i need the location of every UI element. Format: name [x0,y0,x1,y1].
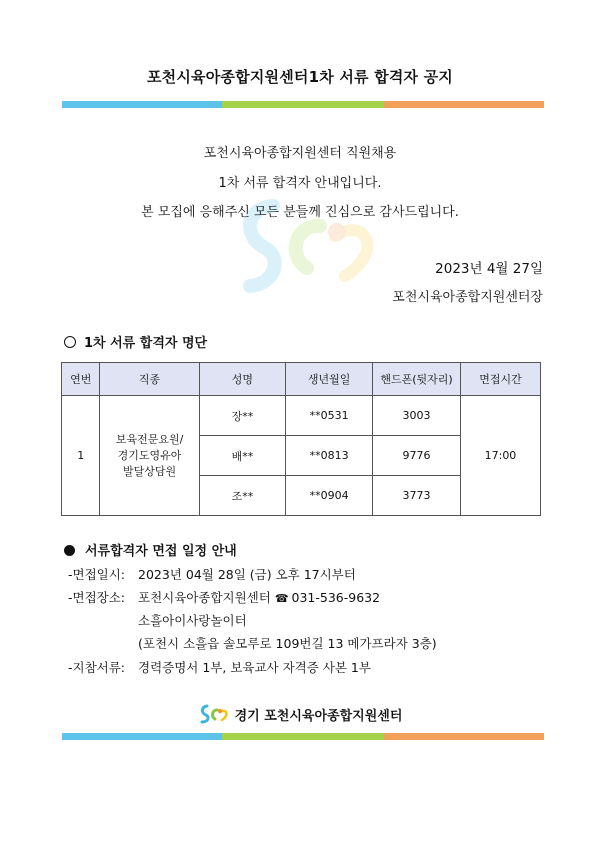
required-docs-row [68,658,371,676]
bar-segment-green [222,733,384,740]
cell-phone: 9776 [373,436,461,476]
interview-place-line2-text: 소흘아이사랑놀이터 [138,613,247,628]
section-heading-interview [64,540,237,559]
header-birth: 생년월일 [286,363,373,396]
job-line-3: 발달상담원 [122,464,177,478]
required-docs-label: -지참서류: [68,660,126,675]
intro-line-3: 본 모집에 응해주신 모든 분들께 진심으로 감사드립니다. [141,205,459,220]
cell-name: 조** [199,476,285,516]
job-line-2: 경기도영유아 [117,448,182,462]
bottom-color-bar [62,733,544,740]
cell-phone: 3003 [373,396,461,436]
cell-time: 17:00 [460,396,540,516]
interview-place-line3 [68,634,437,652]
section-heading-interview-text: 서류합격자 면접 일정 안내 [85,544,237,559]
cell-phone: 3773 [373,476,461,516]
required-docs-value: 경력증명서 1부, 보육교사 자격증 사본 1부 [138,660,371,675]
bar-segment-blue [62,733,222,740]
cell-birth: **0813 [286,436,373,476]
interview-place-line3-text: (포천시 소흘읍 솔모루로 109번길 13 메가프라자 3층) [138,636,437,651]
job-line-1: 보육전문요원/ [115,432,184,446]
section-heading-list [64,332,207,351]
header-name: 성명 [199,363,285,396]
interview-place-row [68,588,380,606]
table-row [62,396,541,436]
bar-segment-green [222,101,384,108]
page-title: 포천시육아종합지원센터1차 서류 합격자 공지 [146,68,453,86]
intro-line-1: 포천시육아종합지원센터 직원채용 [203,146,397,161]
open-circle-icon [64,336,76,348]
applicant-table [61,362,541,516]
top-color-bar [62,101,544,108]
header-job: 직종 [100,363,199,396]
section-heading-list-text: 1차 서류 합격자 명단 [84,336,208,351]
interview-place-line2 [68,611,247,629]
header-phone: 핸드폰(뒷자리) [373,363,461,396]
footer-org-name: 경기 포천시육아종합지원센터 [234,709,403,724]
cell-birth: **0531 [286,396,373,436]
cell-no: 1 [62,396,100,516]
header-time: 면접시간 [460,363,540,396]
notice-date: 2023년 4월 27일 [435,261,543,277]
interview-place-label: -면접장소: [68,590,126,605]
cell-job [100,396,199,516]
cell-name: 배** [199,436,285,476]
interview-date-label: -면접일시: [68,567,126,582]
phone-icon: ☎ [274,592,289,605]
bar-segment-blue [62,101,222,108]
header-no: 연번 [62,363,100,396]
footer-org [0,704,600,724]
interview-place-phone: 031-536-9632 [291,590,381,605]
table-header-row [62,363,541,396]
signer: 포천시육아종합지원센터장 [392,290,543,305]
filled-circle-icon [64,545,75,556]
cell-birth: **0904 [286,476,373,516]
bar-segment-orange [384,101,544,108]
center-logo-icon [198,704,232,724]
interview-date-value: 2023년 04월 28일 (금) 오후 17시부터 [138,567,356,582]
interview-place-value: 포천시육아종합지원센터 [138,590,271,605]
cell-name: 장** [199,396,285,436]
bar-segment-orange [384,733,544,740]
intro-line-2: 1차 서류 합격자 안내입니다. [218,176,382,191]
interview-date-row [68,565,356,583]
